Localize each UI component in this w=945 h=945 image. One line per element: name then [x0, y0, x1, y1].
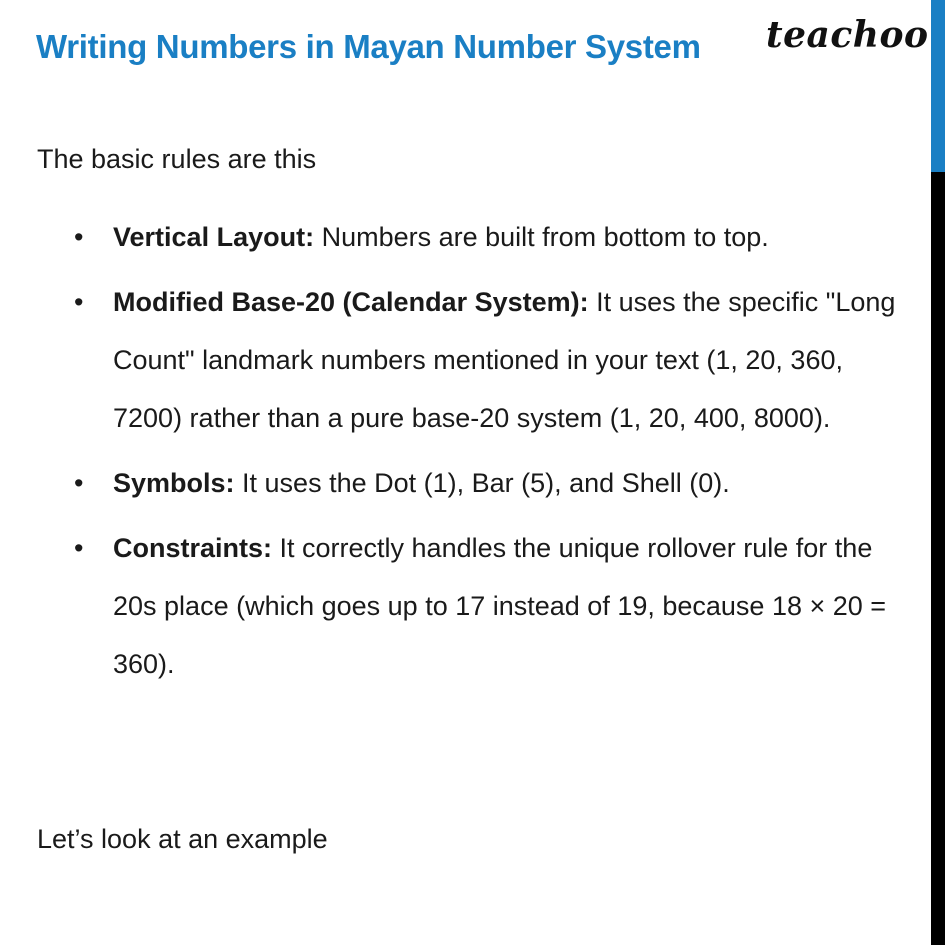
rule-term: Constraints: [113, 533, 273, 563]
teachoo-logo: teachoo [766, 14, 929, 56]
rule-vertical-layout [0, 208, 910, 266]
closing-text: Let’s look at an example [37, 824, 328, 854]
rule-text: Numbers are built from bottom to top. [314, 222, 769, 252]
intro-text: The basic rules are this [37, 144, 317, 174]
rule-term: Symbols: [113, 468, 235, 498]
bullet-icon: • [74, 222, 84, 252]
page-title: Writing Numbers in Mayan Number System [36, 28, 701, 65]
rule-text: It correctly handles the unique rollover rule for the 20s place (which goes up to 17 instead of 19, because 18 × 20 = 360). [113, 533, 887, 679]
rules-list [0, 208, 910, 700]
bullet-icon: • [74, 468, 84, 498]
rule-text: It uses the Dot (1), Bar (5), and Shell (0). [234, 468, 730, 498]
rule-symbols [0, 454, 910, 512]
bullet-icon: • [74, 533, 84, 563]
rule-term: Modified Base-20 (Calendar System): [113, 287, 589, 317]
rule-text: It uses the specific "Long Count" landmark numbers mentioned in your text (1, 20, 360, 7200) rather than a pure base-20 system (1, 20, 400, 8000). [113, 287, 896, 433]
rule-term: Vertical Layout: [113, 222, 315, 252]
rule-constraints [0, 519, 910, 693]
bullet-icon: • [74, 287, 84, 317]
right-sidebar-accent [931, 0, 945, 172]
rule-modified-base-20 [0, 273, 910, 447]
